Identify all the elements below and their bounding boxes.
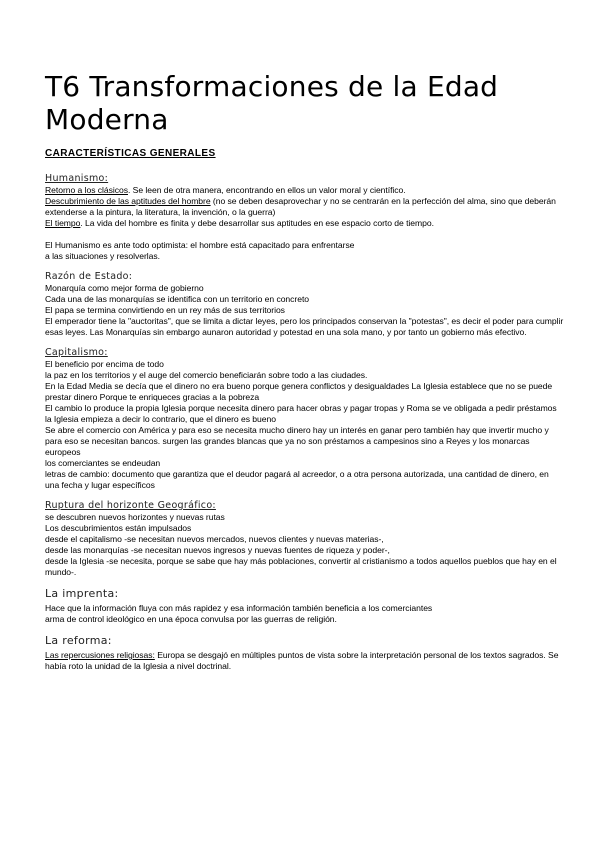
razon-line: El papa se termina convirtiendo en un rey más de sus territorios <box>45 305 285 315</box>
section-reforma <box>45 634 565 672</box>
descubrimiento-text: (no se deben desaprovechar y no se centrarán en la perfección del alma, sino que deberán extenderse a la pintura, la literatura, la invención, o la guerra) <box>45 196 556 217</box>
razon-line: Monarquía como mejor forma de gobierno <box>45 283 204 293</box>
imprenta-line: arma de control ideológico en una época convulsa por las guerras de religión. <box>45 614 337 624</box>
page-title <box>45 70 565 136</box>
reforma-repercusiones <box>45 650 565 672</box>
heading-capitalismo: Capitalismo: <box>45 347 108 358</box>
heading-imprenta: La imprenta: <box>45 587 119 600</box>
capitalismo-line: los comerciantes se endeudan <box>45 458 161 468</box>
descubrimiento-label: Descubrimiento de las aptitudes del hombre <box>45 196 211 206</box>
ruptura-line: desde el capitalismo -se necesitan nuevos mercados, nuevos clientes y nuevas materias-, <box>45 534 384 544</box>
humanismo-descubrimiento <box>45 196 565 218</box>
section-title: CARACTERÍSTICAS GENERALES <box>45 148 216 159</box>
section-humanismo <box>45 173 565 262</box>
section-imprenta <box>45 587 565 625</box>
document-body <box>45 148 565 681</box>
humanismo-tiempo <box>45 218 565 229</box>
ruptura-line: desde las monarquías -se necesitan nuevos ingresos y nuevas fuentes de riqueza y poder-, <box>45 545 390 555</box>
heading-razon: Razón de Estado: <box>45 271 133 282</box>
repercusiones-label: Las repercusiones religiosas: <box>45 650 155 660</box>
heading-reforma: La reforma: <box>45 634 112 647</box>
heading-ruptura: Ruptura del horizonte Geográfico: <box>45 500 216 511</box>
imprenta-line: Hace que la información fluya con más rapidez y esa información también beneficia a los comerciantes <box>45 603 433 613</box>
tiempo-label: El tiempo <box>45 218 81 228</box>
razon-line: El emperador tiene la "auctoritas", que se limita a dictar leyes, pero los principados conservan la "potestas", es decir el poder para cumplir esas leyes. Las Monarquías sin embargo aunaron autoridad y potestad en una sola mano, y por tanto un gobierno más efectivo. <box>45 316 564 337</box>
repercusiones-text: Europa se desgajó en múltiples puntos de vista sobre la interpretación personal de los textos sagrados. Se había roto la unidad de la Iglesia a nivel doctrinal. <box>45 650 559 671</box>
ruptura-line: se descubren nuevos horizontes y nuevas rutas <box>45 512 225 522</box>
capitalismo-line: Se abre el comercio con América y para eso se necesita mucho dinero hay un interés en ganar pero también hay que invertir mucho y para eso se necesitan bancos. surgen las grandes blancas que ya no son préstamos a campesinos sino a Reyes y los monarcas europeos <box>45 425 549 457</box>
ruptura-line: desde la Iglesia -se necesita, porque se sabe que hay más poblaciones, convertir al cristianismo a todos aquellos pueblos que hay en el mundo-. <box>45 556 557 577</box>
ruptura-line: Los descubrimientos están impulsados <box>45 523 192 533</box>
retorno-text: . Se leen de otra manera, encontrando en ellos un valor moral y científico. <box>127 185 406 195</box>
humanismo-optimista-2: a las situaciones y resolverlas. <box>45 251 160 261</box>
capitalismo-line: El cambio lo produce la propia Iglesia porque necesita dinero para hacer obras y pagar tropas y Roma se ve obligada a pedir préstamos <box>45 403 557 413</box>
capitalismo-line: la paz en los territorios y el auge del comercio beneficiarán sobre todo a las ciudades. <box>45 370 368 380</box>
razon-line: Cada una de las monarquías se identifica con un territorio en concreto <box>45 294 310 304</box>
retorno-label: Retorno a los clásicos <box>45 185 128 195</box>
section-razon <box>45 271 565 338</box>
capitalismo-line: En la Edad Media se decía que el dinero no era bueno porque genera conflictos y desigualdades La Iglesia establece que no se puede prestar dinero Porque te enriqueces gracias a la pobreza <box>45 381 553 402</box>
page-title-line-1: T6 Transformaciones de la Edad <box>45 70 499 103</box>
capitalismo-line: El beneficio por encima de todo <box>45 359 164 369</box>
section-capitalismo <box>45 347 565 491</box>
capitalismo-line: la Iglesia empieza a decir lo contrario, que el dinero es bueno <box>45 414 276 424</box>
page-title-line-2: Moderna <box>45 103 169 136</box>
humanismo-optimista-1: El Humanismo es ante todo optimista: el hombre está capacitado para enfrentarse <box>45 240 355 250</box>
heading-humanismo: Humanismo: <box>45 173 109 184</box>
section-ruptura <box>45 500 565 578</box>
humanismo-retorno <box>45 185 565 196</box>
tiempo-text: . La vida del hombre es finita y debe desarrollar sus aptitudes en ese espacio corto de tiempo. <box>80 218 434 228</box>
capitalismo-line: letras de cambio: documento que garantiza que el deudor pagará al acreedor, o a otra persona autorizada, una cantidad de dinero, en una fecha y lugar específicos <box>45 469 549 490</box>
